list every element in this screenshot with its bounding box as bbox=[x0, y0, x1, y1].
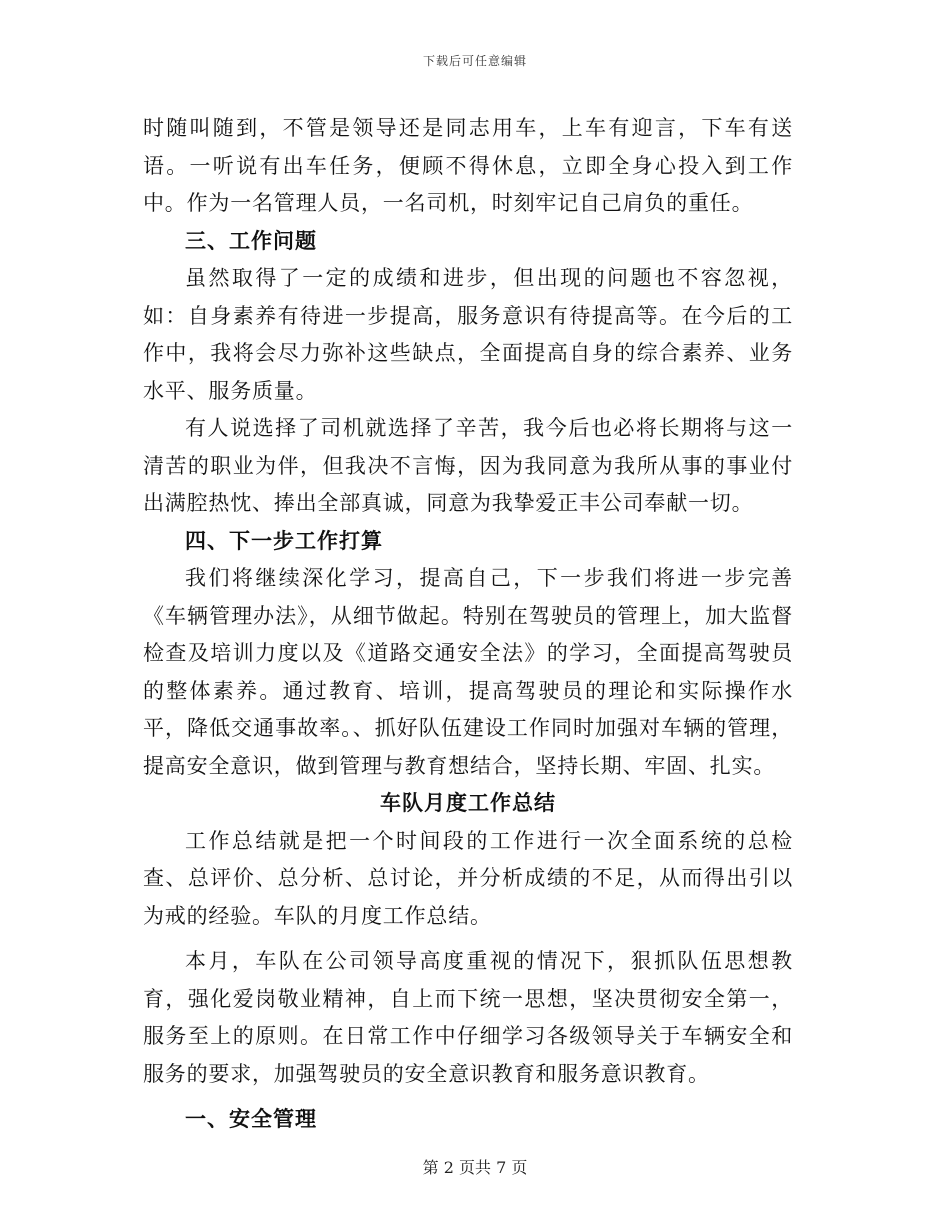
paragraph-next-steps: 我们将继续深化学习，提高自己，下一步我们将进一步完善《车辆管理办法》，从细节做起。特别在驾驶员的管理上，加大监督检查及培训力度以及《道路交通安全法》的学习，全面提高驾驶员的整体素养。通过教育、培训，提高驾驶员的理论和实际操作水平，降低交通事故率。、抓好队伍建设工作同时加强对车辆的管理，提高安全意识，做到管理与教育想结合，坚持长期、牢固、扎实。 bbox=[143, 566, 793, 778]
document-title: 车队月度工作总结 bbox=[380, 791, 556, 815]
paragraph-problems: 虽然取得了一定的成绩和进步，但出现的问题也不容忽视，如：自身素养有待进一步提高，服务意识有待提高等。在今后的工作中，我将会尽力弥补这些缺点，全面提高自身的综合素养、业务水平、服务质量。 bbox=[143, 266, 793, 403]
page-number: 第 2 页共 7 页 bbox=[422, 1158, 528, 1177]
paragraph-intro: 工作总结就是把一个时间段的工作进行一次全面系统的总检查、总评价、总分析、总讨论，并分析成绩的不足，从而得出引以为戒的经验。车队的月度工作总结。 bbox=[143, 828, 793, 928]
section-heading-safety: 一、安全管理 bbox=[185, 1107, 317, 1131]
section-heading-next-steps: 四、下一步工作打算 bbox=[185, 528, 383, 553]
document-body bbox=[143, 110, 793, 1139]
header-note: 下载后可任意编辑 bbox=[422, 54, 527, 68]
paragraph-commitment: 有人说选择了司机就选择了辛苦，我今后也必将长期将与这一清苦的职业为伴，但我决不言悔，因为我同意为我所从事的事业付出满腔热忱、捧出全部真诚，同意为我挚爱正丰公司奉献一切。 bbox=[143, 416, 793, 515]
section-heading-problems: 三、工作问题 bbox=[185, 228, 317, 253]
paragraph-continuation: 时随叫随到，不管是领导还是同志用车，上车有迎言，下车有送语。一听说有出车任务，便顾不得休息，立即全身心投入到工作中。作为一名管理人员，一名司机，时刻牢记自己肩负的重任。 bbox=[143, 116, 793, 215]
paragraph-monthly: 本月，车队在公司领导高度重视的情况下，狠抓队伍思想教育，强化爱岗敬业精神，自上而下统一思想，坚决贯彻安全第一，服务至上的原则。在日常工作中仔细学习各级领导关于车辆安全和服务的要求，加强驾驶员的安全意识教育和服务意识教育。 bbox=[143, 949, 793, 1086]
